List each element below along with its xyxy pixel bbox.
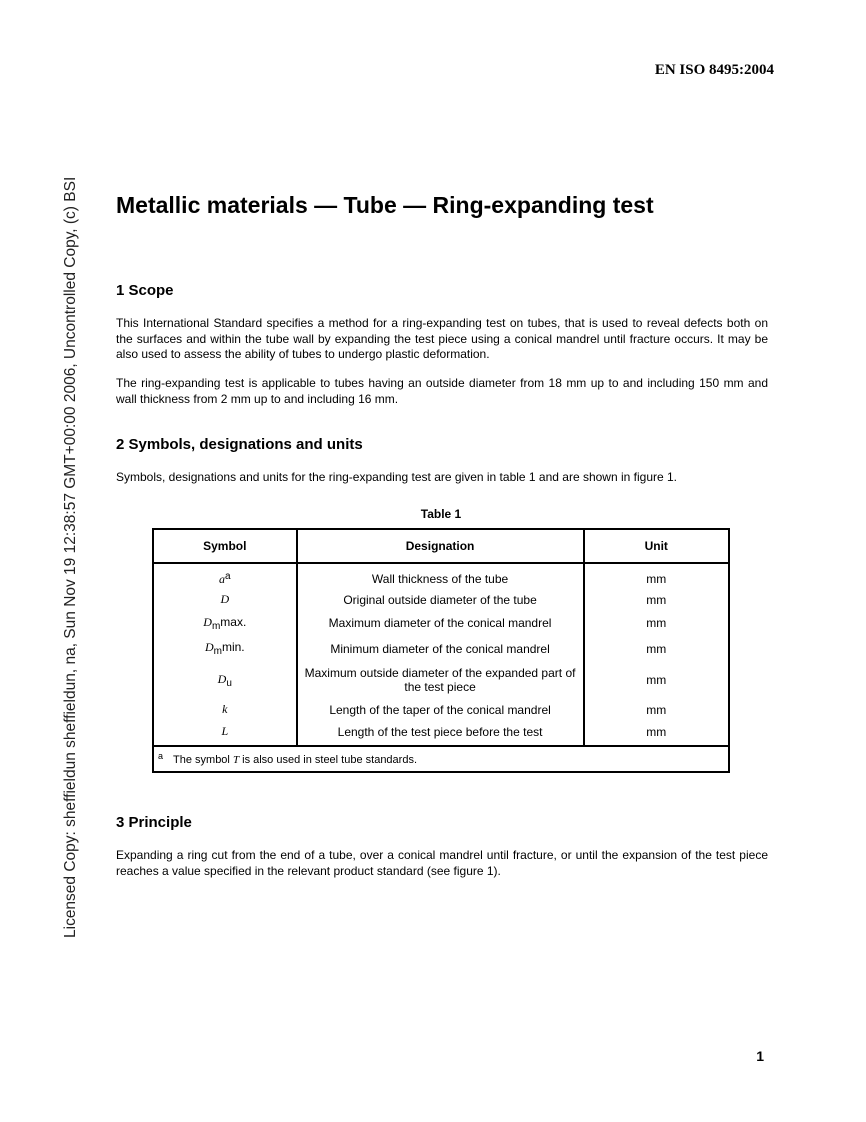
designation-cell: Original outside diameter of the tube [297, 588, 584, 611]
designation-cell: Minimum diameter of the conical mandrel [297, 635, 584, 662]
unit-cell: mm [584, 563, 729, 588]
standard-code: EN ISO 8495:2004 [654, 62, 774, 78]
designation-cell: Maximum outside diameter of the expanded part of the test piece [297, 662, 584, 698]
symbol-cell: L [153, 721, 297, 746]
unit-cell: mm [584, 611, 729, 635]
symbol-cell: D [153, 588, 297, 611]
column-header-unit: Unit [584, 529, 729, 563]
table-footnote: $^a$ The symbol T is also used in steel tube standards. [153, 746, 729, 772]
table-caption: Table 1 [420, 507, 462, 521]
table-row [153, 698, 729, 721]
unit-cell: mm [584, 698, 729, 721]
unit-cell: mm [584, 588, 729, 611]
table-row [153, 563, 729, 588]
section-heading-scope: 1 Scope [116, 282, 174, 299]
table-row [153, 662, 729, 698]
page-number: 1 [756, 1048, 764, 1064]
symbols-table [152, 528, 730, 773]
section-heading-symbols: 2 Symbols, designations and units [116, 436, 363, 453]
column-header-designation: Designation [297, 529, 584, 563]
symbol-cell: $D_u$ [153, 662, 297, 698]
unit-cell: mm [584, 662, 729, 698]
table-header-row [153, 529, 729, 563]
table-footnote-row [153, 746, 729, 772]
document-title: Metallic materials — Tube — Ring-expanding test [116, 192, 654, 218]
unit-cell: mm [584, 635, 729, 662]
unit-cell: mm [584, 721, 729, 746]
scope-paragraph-2: The ring-expanding test is applicable to tubes having an outside diameter from 18 mm up to and including 150 mm and wall thickness from 2 mm up to and including 16 mm. [116, 376, 768, 406]
symbol-cell: k [153, 698, 297, 721]
symbols-intro: Symbols, designations and units for the ring-expanding test are given in table 1 and are shown in figure 1. [116, 470, 678, 484]
symbol-cell: $a^a$ [153, 563, 297, 588]
principle-paragraph: Expanding a ring cut from the end of a tube, over a conical mandrel until fracture, or until the expansion of the test piece reaches a value specified in the relevant product standard (see figure 1). [116, 848, 768, 878]
designation-cell: Length of the test piece before the test [297, 721, 584, 746]
symbol-cell: $D_m\min$. [153, 635, 297, 662]
symbol-cell: $D_m\max$. [153, 611, 297, 635]
designation-cell: Wall thickness of the tube [297, 563, 584, 588]
table-row [153, 611, 729, 635]
scope-paragraph-1: This International Standard specifies a method for a ring-expanding test on tubes, that is used to reveal defects both on the surfaces and within the tube wall by expanding the test piece using a conical mandrel until fracture occurs. It may be also used to assess the ability of tubes to undergo plastic deformation. [116, 316, 768, 361]
section-heading-principle: 3 Principle [116, 814, 192, 831]
table-row [153, 635, 729, 662]
column-header-symbol: Symbol [153, 529, 297, 563]
license-watermark: Licensed Copy: sheffieldun sheffieldun, na, Sun Nov 19 12:38:57 GMT+00:00 2006, Uncontrolled Copy, (c) BSI [62, 176, 79, 938]
designation-cell: Length of the taper of the conical mandrel [297, 698, 584, 721]
table-row [153, 721, 729, 746]
designation-cell: Maximum diameter of the conical mandrel [297, 611, 584, 635]
table-row [153, 588, 729, 611]
footnote-marker: a [158, 751, 164, 761]
